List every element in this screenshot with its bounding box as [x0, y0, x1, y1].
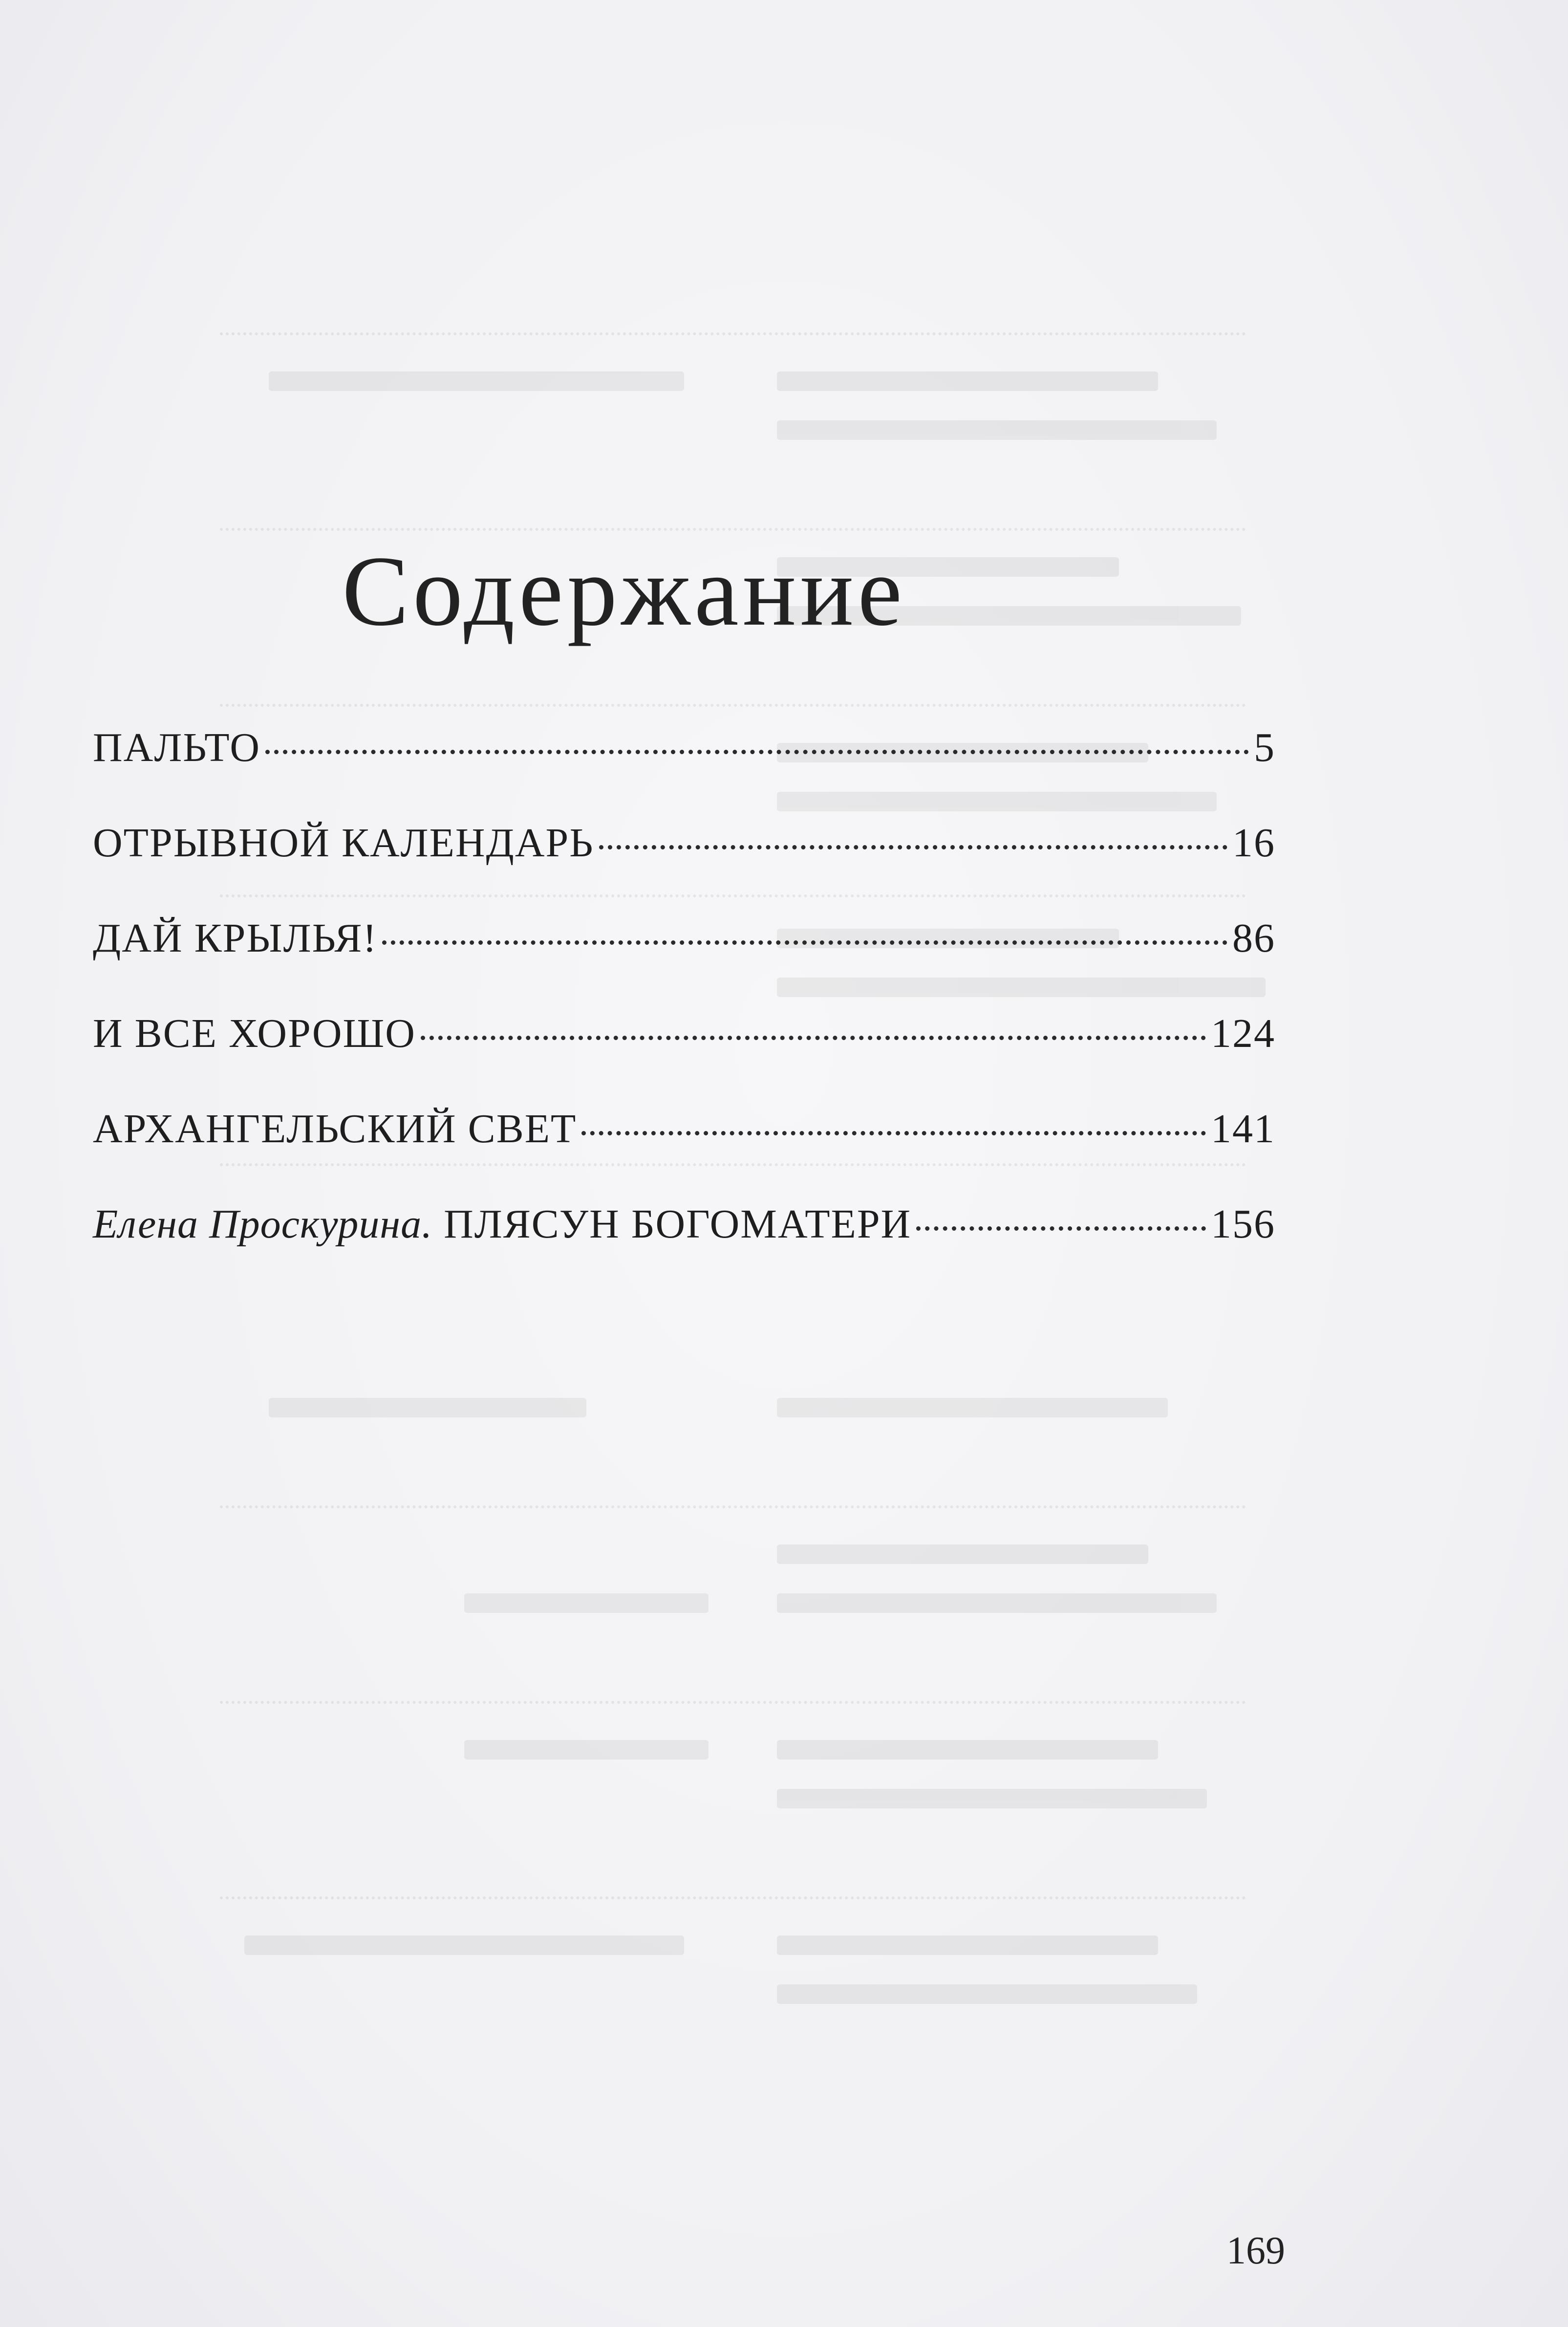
dot-leader — [421, 1036, 1206, 1040]
toc-entry-label — [93, 816, 594, 870]
toc-entry-title: ДАЙ КРЫЛЬЯ! — [93, 915, 378, 961]
toc-entry-label — [93, 1102, 577, 1156]
toc-entry-title: И ВСЕ ХОРОШО — [93, 1011, 416, 1056]
toc-entry-page: 141 — [1211, 1106, 1275, 1152]
toc-entry-page: 5 — [1254, 725, 1275, 770]
toc-entry-title: ПАЛЬТО — [93, 725, 261, 770]
dot-leader — [382, 940, 1227, 945]
toc-entry-title: АРХАНГЕЛЬСКИЙ СВЕТ — [93, 1106, 577, 1152]
toc-entry-author: Елена Проскурина. — [93, 1201, 433, 1247]
toc-entry-page: 86 — [1232, 915, 1275, 961]
toc-entry-label — [93, 1007, 416, 1061]
toc-entry-page: 124 — [1211, 1011, 1275, 1056]
toc-entry-label — [93, 912, 377, 965]
toc-entry-label — [93, 721, 260, 775]
table-of-contents — [93, 721, 1275, 1293]
toc-entry-title: ПЛЯСУН БОГОМАТЕРИ — [444, 1201, 912, 1247]
toc-entry[interactable] — [93, 1197, 1275, 1293]
toc-entry-page: 16 — [1232, 820, 1275, 866]
dot-leader — [916, 1226, 1206, 1231]
toc-entry-label — [93, 1197, 911, 1251]
toc-entry-page: 156 — [1211, 1201, 1275, 1247]
toc-entry-title: ОТРЫВНОЙ КАЛЕНДАРЬ — [93, 820, 594, 866]
page-title: Содержание — [342, 536, 906, 647]
toc-entry[interactable] — [93, 816, 1275, 912]
page-number: 169 — [1226, 2229, 1285, 2272]
toc-entry[interactable] — [93, 1007, 1275, 1102]
dot-leader — [599, 845, 1227, 849]
dot-leader — [265, 750, 1249, 754]
toc-entry[interactable] — [93, 912, 1275, 1007]
toc-entry[interactable] — [93, 1102, 1275, 1197]
dot-leader — [581, 1131, 1206, 1135]
toc-entry[interactable] — [93, 721, 1275, 816]
